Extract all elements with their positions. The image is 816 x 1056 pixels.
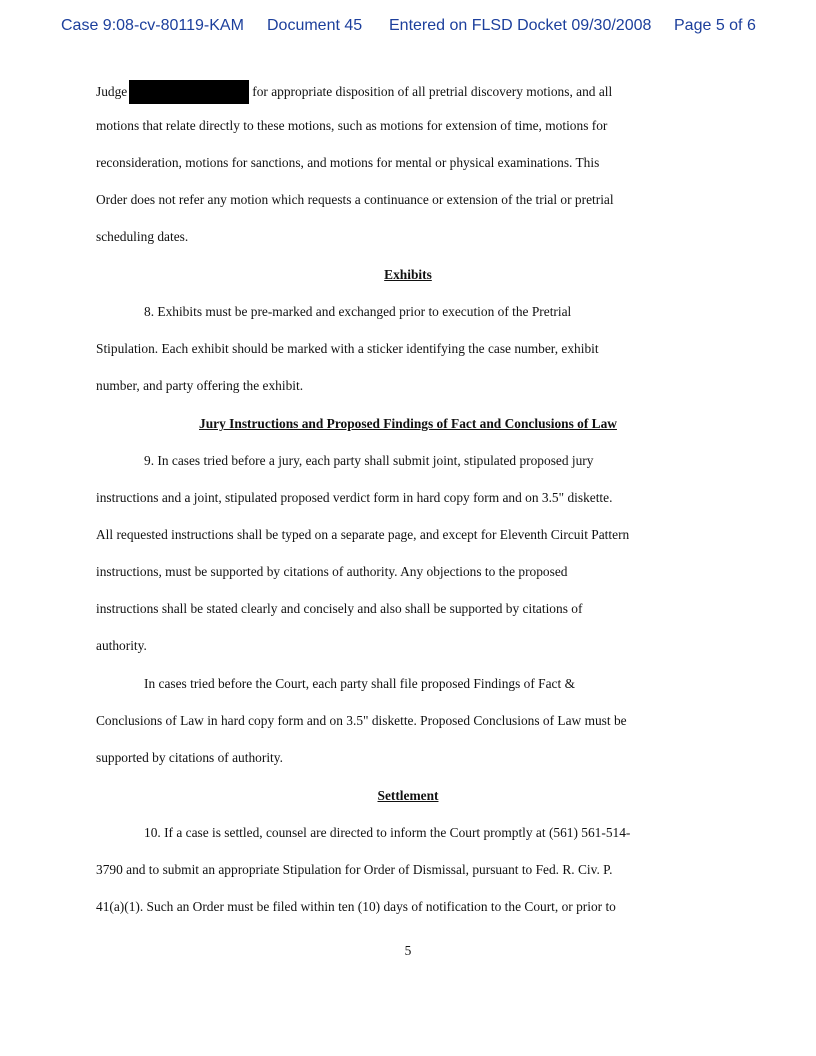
text-line: scheduling dates. bbox=[96, 229, 189, 244]
section-heading-jury-instructions: Jury Instructions and Proposed Findings of Fact and Conclusions of Law bbox=[199, 416, 617, 431]
text-line: instructions shall be stated clearly and concisely and also shall be supported by citations of bbox=[96, 601, 583, 616]
section-heading-settlement: Settlement bbox=[377, 788, 439, 803]
text-line: Stipulation. Each exhibit should be marked with a sticker identifying the case number, exhibit bbox=[96, 341, 599, 356]
text-line bbox=[96, 81, 612, 105]
text-line: All requested instructions shall be typed on a separate page, and except for Eleventh Circuit Pattern bbox=[96, 527, 630, 542]
text-line: 9. In cases tried before a jury, each party shall submit joint, stipulated proposed jury bbox=[144, 453, 594, 468]
text-line: Order does not refer any motion which requests a continuance or extension of the trial or pretrial bbox=[96, 192, 614, 207]
document-number: Document 45 bbox=[267, 17, 363, 34]
text-span: Judge bbox=[96, 84, 128, 100]
text-line: In cases tried before the Court, each party shall file proposed Findings of Fact & bbox=[144, 676, 575, 691]
text-span: for appropriate disposition of all pretrial discovery motions, and all bbox=[252, 84, 613, 100]
page-indicator: Page 5 of 6 bbox=[674, 17, 756, 34]
section-heading-exhibits: Exhibits bbox=[384, 267, 432, 282]
redaction-box bbox=[129, 80, 249, 104]
text-line: 3790 and to submit an appropriate Stipulation for Order of Dismissal, pursuant to Fed. R. Civ. P. bbox=[96, 862, 613, 877]
text-line: supported by citations of authority. bbox=[96, 750, 283, 765]
text-line: instructions, must be supported by citations of authority. Any objections to the proposed bbox=[96, 564, 568, 579]
text-line: reconsideration, motions for sanctions, and motions for mental or physical examinations. This bbox=[96, 155, 600, 170]
text-line: Conclusions of Law in hard copy form and on 3.5" diskette. Proposed Conclusions of Law must be bbox=[96, 713, 627, 728]
text-line: 8. Exhibits must be pre-marked and exchanged prior to execution of the Pretrial bbox=[144, 304, 572, 319]
text-line: authority. bbox=[96, 638, 147, 653]
text-line: 10. If a case is settled, counsel are directed to inform the Court promptly at (561) 561-514- bbox=[144, 825, 631, 840]
text-line: instructions and a joint, stipulated proposed verdict form in hard copy form and on 3.5" diskette. bbox=[96, 490, 613, 505]
case-number: Case 9:08-cv-80119-KAM bbox=[61, 17, 244, 34]
page-number: 5 bbox=[404, 943, 412, 958]
text-line: 41(a)(1). Such an Order must be filed within ten (10) days of notification to the Court, or prior to bbox=[96, 899, 616, 914]
entered-date: Entered on FLSD Docket 09/30/2008 bbox=[389, 17, 652, 34]
text-line: motions that relate directly to these motions, such as motions for extension of time, motions for bbox=[96, 118, 608, 133]
text-line: number, and party offering the exhibit. bbox=[96, 378, 304, 393]
docket-stamp bbox=[0, 17, 816, 39]
